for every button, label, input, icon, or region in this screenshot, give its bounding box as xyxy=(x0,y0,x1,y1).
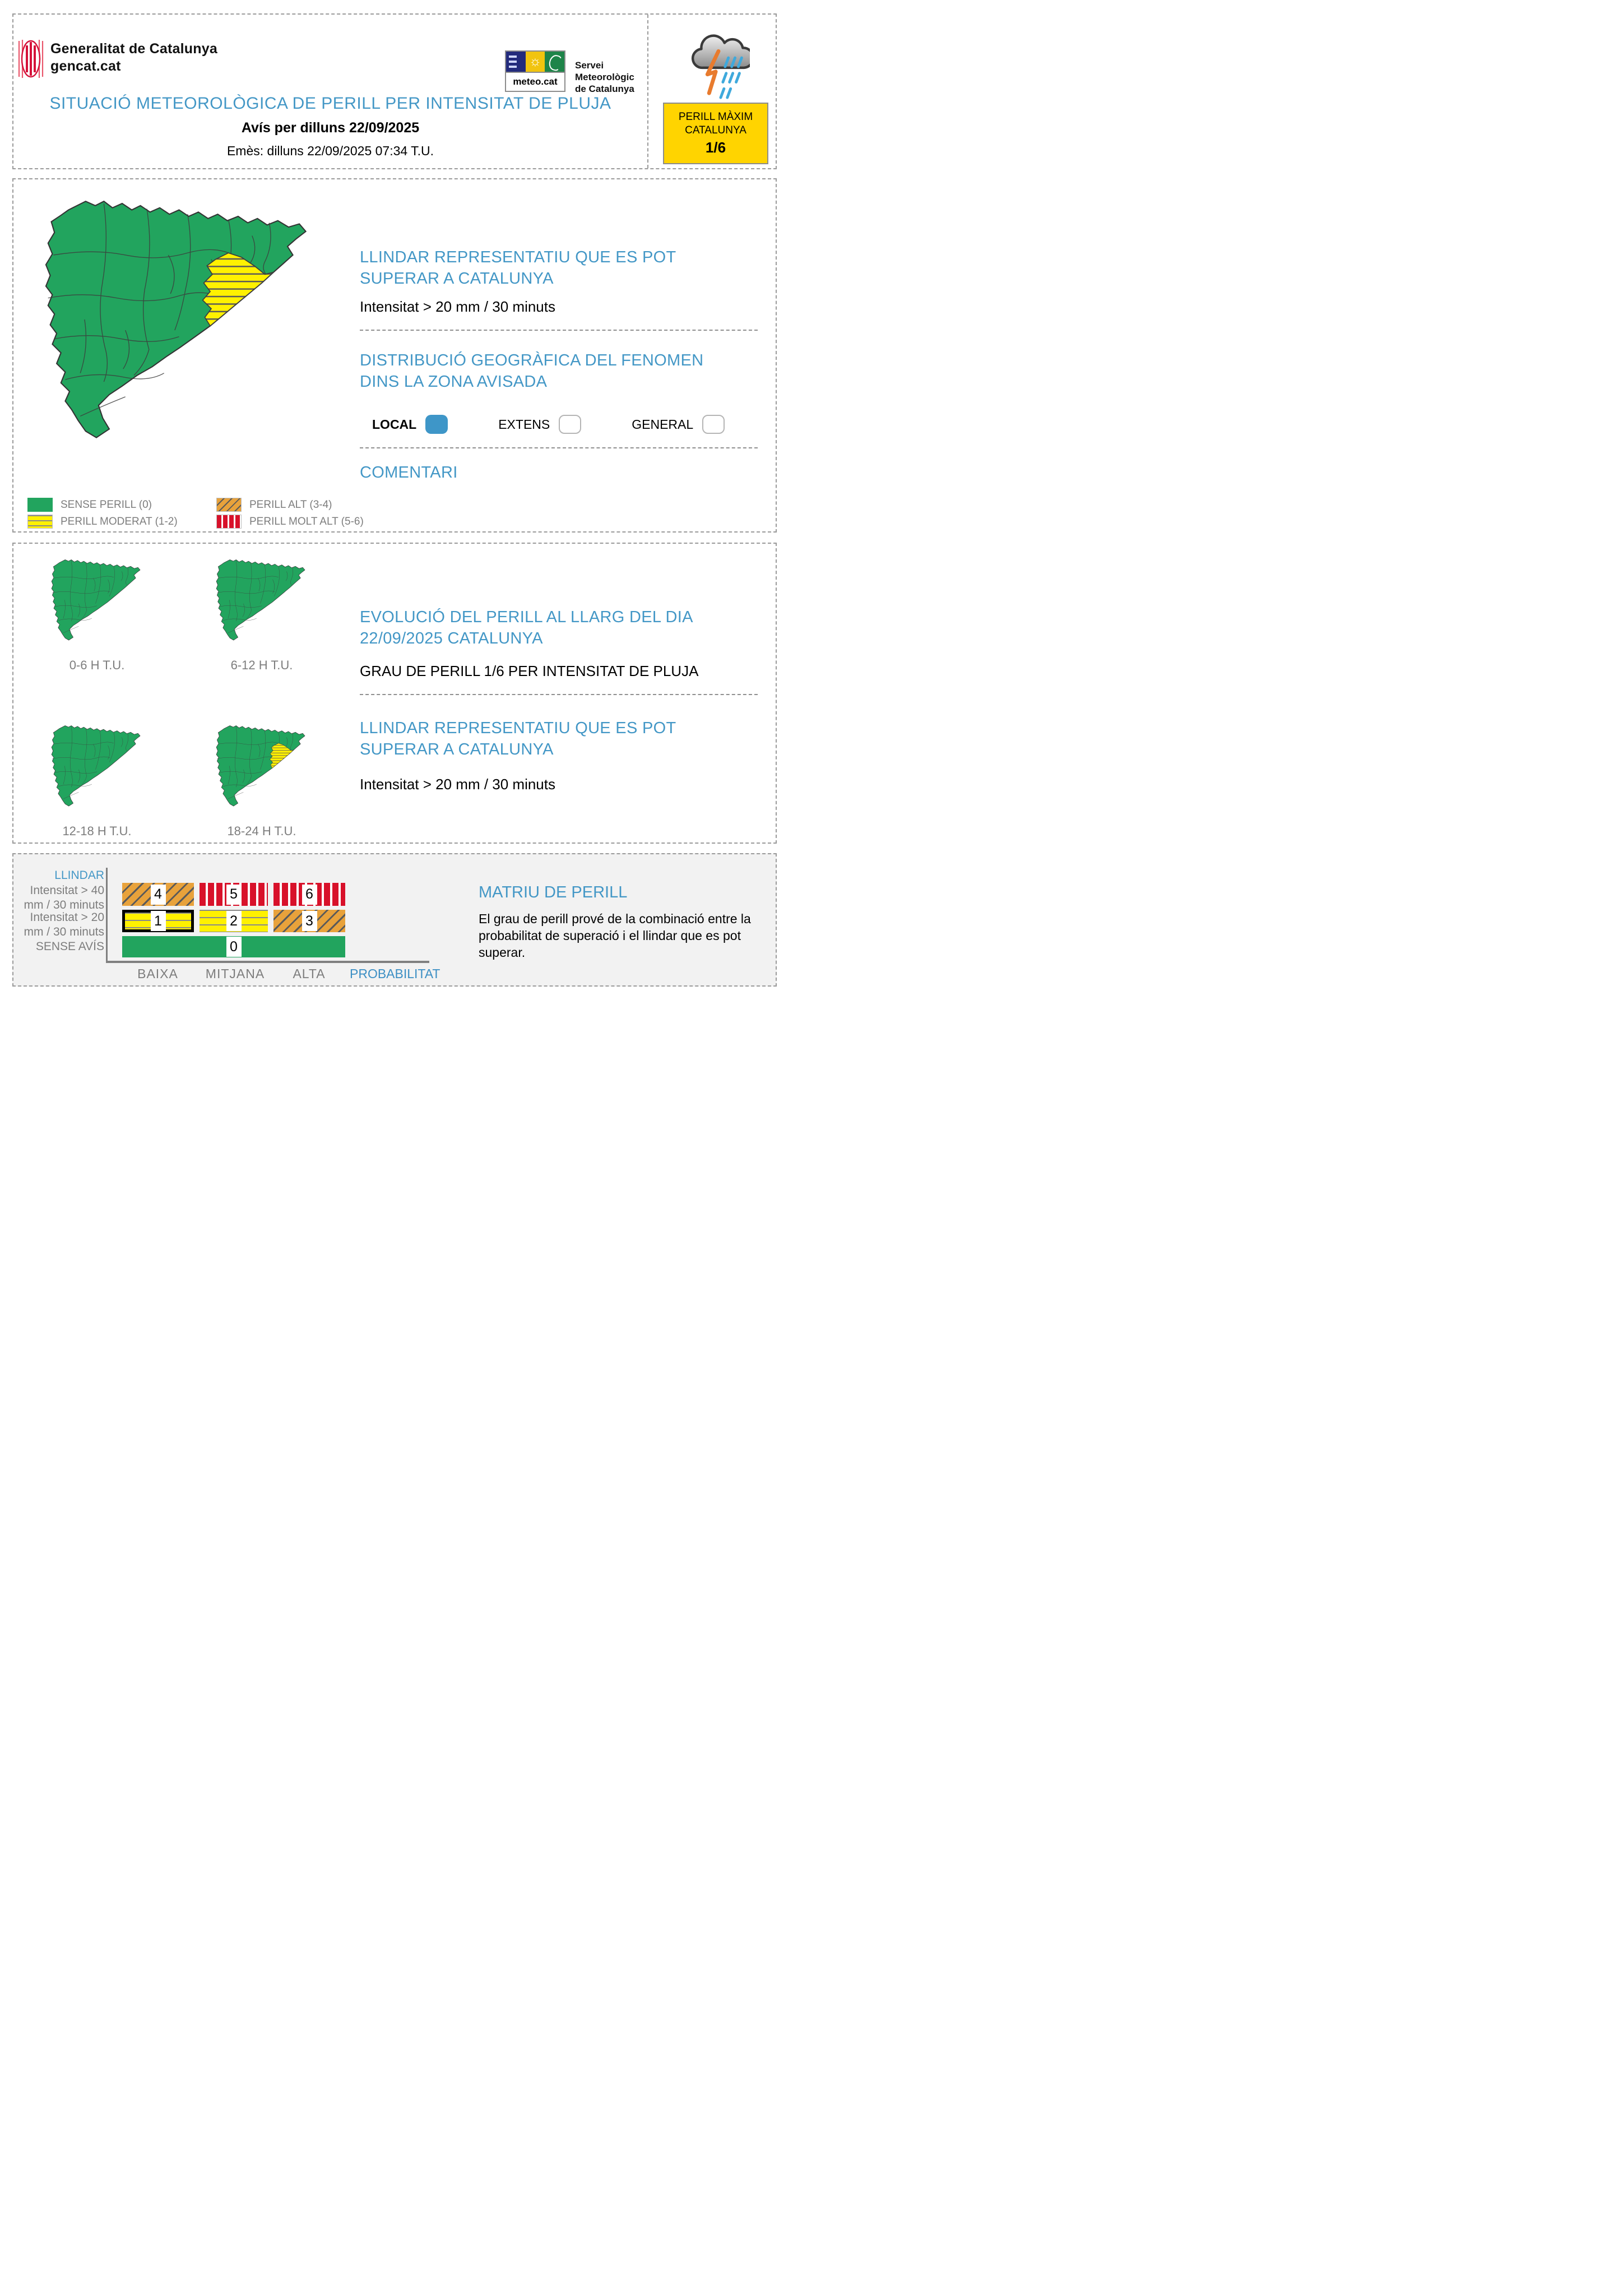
comment-heading: COMENTARI xyxy=(360,464,458,482)
servei-line2: Meteorològic xyxy=(575,72,634,82)
servei-text xyxy=(575,59,634,95)
evolution-map-label: 18-24 H T.U. xyxy=(227,824,296,838)
matrix-cell-0 xyxy=(122,936,345,957)
prob-col-mitjana: MITJANA xyxy=(205,966,265,981)
matrix-row-label: Intensitat > 40 mm / 30 minuts xyxy=(24,884,104,911)
legend-label: SENSE PERILL (0) xyxy=(61,498,152,511)
gencat-logo-text xyxy=(50,40,217,75)
general-radio[interactable] xyxy=(702,415,725,434)
gencat-line2: gencat.cat xyxy=(50,58,121,74)
servei-line3: de Catalunya xyxy=(575,84,634,94)
legend-yellow-swatch-icon xyxy=(27,515,53,529)
matrix-description: El grau de perill prové de la combinació entre la probabilitat de superació i el llindar que es pot superar. xyxy=(479,911,751,960)
page-title: SITUACIÓ METEOROLÒGICA DE PERILL PER INTENSITAT DE PLUJA xyxy=(49,94,611,113)
cell-value: 5 xyxy=(226,885,242,905)
legend-red-swatch-icon xyxy=(216,515,242,529)
evolution-map-label: 12-18 H T.U. xyxy=(62,824,132,838)
separator xyxy=(360,447,758,448)
legend-item xyxy=(27,515,178,529)
header-panel xyxy=(12,13,777,169)
meteocat-label: meteo.cat xyxy=(506,72,564,91)
matrix-cell-3 xyxy=(273,910,345,932)
meteocat-blue-square-icon xyxy=(506,52,526,72)
evolution-map-12-18 xyxy=(42,722,152,818)
local-radio[interactable] xyxy=(425,415,448,434)
map-panel xyxy=(12,178,777,533)
cell-value: 4 xyxy=(151,885,166,905)
legend-label: PERILL MOLT ALT (5-6) xyxy=(249,515,364,527)
legend-label: PERILL MODERAT (1-2) xyxy=(61,515,178,527)
max-danger-value: 1/6 xyxy=(705,139,726,156)
cell-value: 1 xyxy=(151,911,166,931)
matrix-cell-6 xyxy=(273,883,345,906)
gencat-line1: Generalitat de Catalunya xyxy=(50,41,217,57)
evolution-threshold-heading: LLINDAR REPRESENTATIU QUE ES POT SUPERAR A CATALUNYA xyxy=(360,719,676,758)
issued-timestamp: Emès: dilluns 22/09/2025 07:34 T.U. xyxy=(226,144,434,158)
distribution-options xyxy=(372,415,725,434)
evolution-map-label: 6-12 H T.U. xyxy=(230,658,293,672)
matrix-row-label: SENSE AVÍS xyxy=(35,940,104,953)
cell-value: 3 xyxy=(302,911,317,931)
storm-cloud-icon xyxy=(687,26,750,100)
evolution-map-label: 0-6 H T.U. xyxy=(69,658,125,672)
matrix-cell-4 xyxy=(122,883,194,906)
option-label-extens: EXTENS xyxy=(498,416,550,432)
legend-label: PERILL ALT (3-4) xyxy=(249,498,332,511)
legend-item xyxy=(216,498,364,512)
max-danger-badge xyxy=(663,103,768,164)
evolution-map-card xyxy=(180,722,343,839)
meteocat-logo-squares xyxy=(506,52,564,72)
matrix-row-label: Intensitat > 20 mm / 30 minuts xyxy=(24,911,104,938)
meteocat-logo xyxy=(505,50,565,92)
header-divider xyxy=(647,15,648,168)
separator xyxy=(360,694,758,695)
extens-radio[interactable] xyxy=(559,415,581,434)
cell-value: 6 xyxy=(302,885,317,905)
evolution-map-0-6 xyxy=(42,556,152,652)
matrix-cell-2 xyxy=(200,910,268,932)
max-danger-line1: PERILL MÀXIM xyxy=(678,111,753,123)
separator xyxy=(360,330,758,331)
servei-line1: Servei xyxy=(575,60,604,71)
meteocat-catalunya-icon xyxy=(545,52,564,72)
gencat-logo-icon xyxy=(17,39,45,79)
llindar-label: LLINDAR xyxy=(54,869,104,882)
evolution-map-card xyxy=(16,556,178,673)
matrix-cell-5 xyxy=(200,883,268,906)
threshold-value: Intensitat > 20 mm / 30 minuts xyxy=(360,298,555,315)
bulletin-page xyxy=(0,0,812,1148)
distribution-heading: DISTRIBUCIÓ GEOGRÀFICA DEL FENOMEN DINS LA ZONA AVISADA xyxy=(360,351,704,391)
matrix-x-axis xyxy=(106,961,429,963)
matrix-y-axis xyxy=(106,868,108,962)
probability-axis-label: PROBABILITAT xyxy=(350,966,440,981)
cell-value: 0 xyxy=(226,937,242,957)
map-legend-col1 xyxy=(27,498,178,531)
threshold-heading: LLINDAR REPRESENTATIU QUE ES POT SUPERAR A CATALUNYA xyxy=(360,248,676,288)
evolution-map-6-12 xyxy=(207,556,317,652)
matrix-cell-1-active xyxy=(122,910,194,932)
evolution-map-card xyxy=(16,722,178,839)
legend-item xyxy=(27,498,178,512)
evolution-grade-text: GRAU DE PERILL 1/6 PER INTENSITAT DE PLUJA xyxy=(360,663,699,679)
legend-item xyxy=(216,515,364,529)
evolution-panel xyxy=(12,543,777,844)
notice-day: Avís per dilluns 22/09/2025 xyxy=(241,120,420,136)
prob-col-baixa: BAIXA xyxy=(137,966,178,981)
meteocat-sun-icon: ☼ xyxy=(526,52,545,72)
evolution-threshold-value: Intensitat > 20 mm / 30 minuts xyxy=(360,776,555,793)
matrix-title: MATRIU DE PERILL xyxy=(479,883,628,901)
max-danger-line2: CATALUNYA xyxy=(685,124,746,136)
cell-value: 2 xyxy=(226,911,242,931)
option-label-general: GENERAL xyxy=(632,416,694,432)
catalunya-map xyxy=(18,191,340,472)
legend-orange-swatch-icon xyxy=(216,498,242,512)
evolution-map-18-24 xyxy=(207,722,317,818)
prob-col-alta: ALTA xyxy=(293,966,326,981)
matrix-panel xyxy=(12,853,777,987)
map-legend-col2 xyxy=(216,498,364,531)
option-label-local: LOCAL xyxy=(372,416,417,432)
evolution-map-card xyxy=(180,556,343,673)
legend-green-swatch-icon xyxy=(27,498,53,512)
evolution-heading: EVOLUCIÓ DEL PERILL AL LLARG DEL DIA 22/09/2025 CATALUNYA xyxy=(360,608,693,647)
